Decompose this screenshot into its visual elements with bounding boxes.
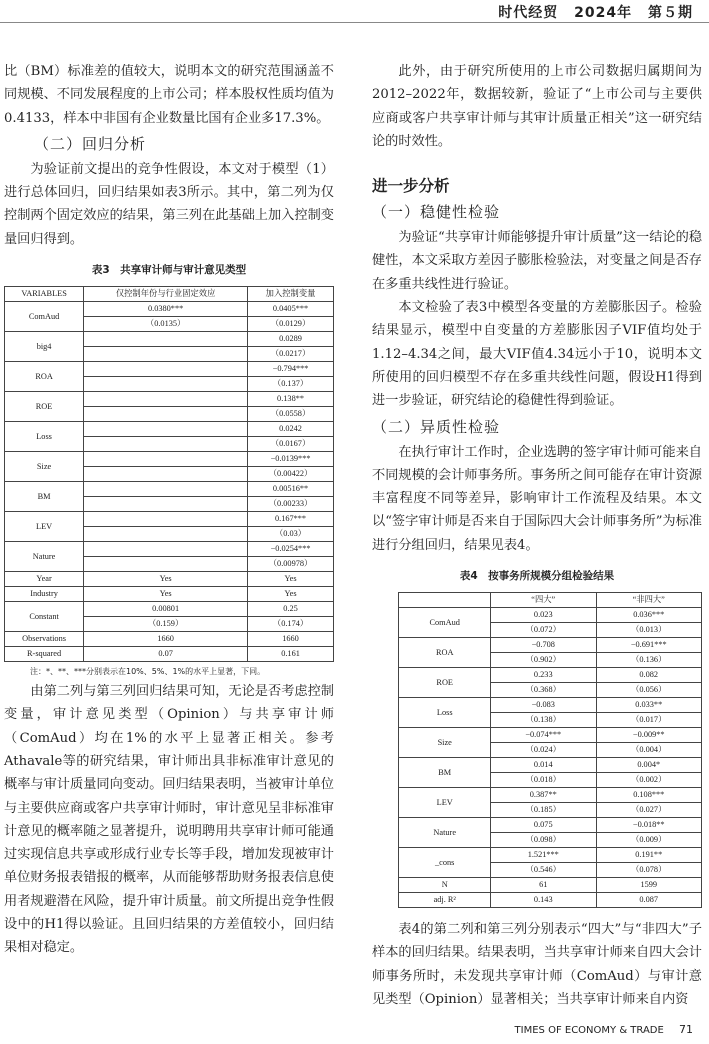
footer-journal: TIMES OF ECONOMY & TRADE — [514, 1025, 664, 1036]
table-cell: 0.191** — [596, 848, 702, 863]
right-paragraph-5: 表4的第二列和第三列分别表示“四大”与“非四大”子样本的回归结果。结果表明，当共享审计师来自四大会计师事务所时，未发现共享审计师（ComAud）与审计意见类型（Opinion）显著相关；当共享审计师来自内资 — [372, 922, 702, 1007]
table-cell: （0.024） — [491, 743, 596, 758]
table-cell — [84, 527, 248, 542]
table-cell-variable: ROE — [5, 392, 84, 422]
table-cell-variable: _cons — [399, 848, 491, 878]
table-cell: 0.108*** — [596, 788, 702, 803]
table-cell: 1660 — [84, 632, 248, 647]
table-cell: 0.387** — [491, 788, 596, 803]
table-cell: （0.902） — [491, 653, 596, 668]
table-cell: −0.018** — [596, 818, 702, 833]
table-cell: （0.159） — [84, 617, 248, 632]
table-header-cell: 加入控制变量 — [248, 287, 334, 302]
table-cell: 0.25 — [248, 602, 334, 617]
table-cell-variable: ComAud — [399, 608, 491, 638]
table-cell: （0.0217） — [248, 347, 334, 362]
right-paragraph-3: 本文检验了表3中模型各变量的方差膨胀因子。检验结果显示，模型中自变量的方差膨胀因子VIF值均处于1.12–4.34之间，最大VIF值4.34远小于10，说明本文所使用的回归模型不存在多重共线性问题，假设H1得到进一步验证，研究结论的稳健性得到验证。 — [372, 300, 702, 409]
table-row — [399, 638, 702, 653]
table-cell: （0.0558） — [248, 407, 334, 422]
table-cell-variable: BM — [5, 482, 84, 512]
table-row — [5, 602, 334, 617]
table-cell-variable: Loss — [5, 422, 84, 452]
table-cell: 0.07 — [84, 647, 248, 662]
table-cell: −0.708 — [491, 638, 596, 653]
table-cell: （0.098） — [491, 833, 596, 848]
subheading-regression: （二）回归分析 — [34, 134, 147, 153]
table-cell: （0.009） — [596, 833, 702, 848]
table-cell: （0.368） — [491, 683, 596, 698]
right-paragraph-4: 在执行审计工作时，企业选聘的签字审计师可能来自不同规模的会计师事务所。事务所之间可能存在审计资源丰富程度不同等差异，影响审计工作流程及结果。本文以“签字审计师是否来自于国际四大会计师事务所”为标准进行分组回归，结果见表4。 — [372, 444, 702, 553]
table-cell: （0.018） — [491, 773, 596, 788]
table-header-cell — [399, 593, 491, 608]
table-cell-variable: ROE — [399, 668, 491, 698]
table-cell — [84, 392, 248, 407]
right-paragraph-2: 为验证“共享审计师能够提升审计质量”这一结论的稳健性，本文采取方差因子膨胀检验法，对变量之间是否存在多重共线性进行验证。 — [372, 230, 702, 292]
table-cell — [84, 422, 248, 437]
section-title: 进一步分析 — [372, 177, 450, 196]
table-cell-variable: Observations — [5, 632, 84, 647]
table-cell — [84, 557, 248, 572]
table-cell: （0.0135） — [84, 317, 248, 332]
table-cell: −0.0139*** — [248, 452, 334, 467]
table-cell — [84, 497, 248, 512]
table-cell-variable: big4 — [5, 332, 84, 362]
table-cell-variable: BM — [399, 758, 491, 788]
table-row — [399, 818, 702, 833]
table-cell — [84, 482, 248, 497]
table-cell: （0.002） — [596, 773, 702, 788]
table-cell: 0.00516** — [248, 482, 334, 497]
table-cell: 0.0242 — [248, 422, 334, 437]
page-number: 71 — [679, 1023, 693, 1036]
table-cell: 0.00801 — [84, 602, 248, 617]
table-cell: （0.0167） — [248, 437, 334, 452]
page-footer — [515, 1023, 693, 1036]
table-row — [5, 302, 334, 317]
table-cell: （0.078） — [596, 863, 702, 878]
journal-year: 2024年 — [574, 5, 633, 21]
table-cell-variable: Industry — [5, 587, 84, 602]
table-cell-variable: Loss — [399, 698, 491, 728]
journal-issue: 第５期 — [648, 5, 693, 21]
table-cell — [84, 407, 248, 422]
table-cell-variable: Size — [399, 728, 491, 758]
table4 — [398, 592, 702, 908]
table-cell-variable: ComAud — [5, 302, 84, 332]
header-info — [488, 2, 693, 22]
left-paragraph-1: 比（BM）标准差的值较大，说明本文的研究范围涵盖不同规模、不同发展程度的上市公司；样本股权性质均值为0.4133，样本中非国有企业数量比国有企业多17.3%。 — [4, 64, 334, 126]
journal-name: 时代经贸 — [498, 5, 559, 21]
table-cell: （0.0129） — [248, 317, 334, 332]
left-paragraph-3: 由第二列与第三列回归结果可知，无论是否考虑控制变量，审计意见类型（Opinion）与共享审计师（ComAud）均在1%的水平上显著正相关。参考Athavale等的研究结果，审计师出具非标准审计意见的概率与审计质量同向变动。回归结果表明，当被审计单位与主要供应商或客户共享审计师时，审计意见呈非标准审计意见的概率随之显著提升，说明聘用共享审计师可能通过实现信息共享或形成行业专长等手段，增加发现被审计单位财务报表错报的概率，从而能够帮助财务报表信息使用者规避潜在风险，提升审计质量。前文所提出竞争性假设中的H1得以验证。且回归结果的方差值较小，回归结果相对稳定。 — [4, 684, 334, 956]
table-header-row — [399, 593, 702, 608]
table-cell-variable: Constant — [5, 602, 84, 632]
table-cell: （0.138） — [491, 713, 596, 728]
table-cell: Yes — [248, 572, 334, 587]
table-row — [399, 848, 702, 863]
table-cell — [84, 452, 248, 467]
table-cell: 0.233 — [491, 668, 596, 683]
table-cell: 0.075 — [491, 818, 596, 833]
table-cell-variable: Nature — [5, 542, 84, 572]
table-row — [5, 512, 334, 527]
table-cell-variable: Size — [5, 452, 84, 482]
right-column — [372, 60, 702, 1011]
table-note: 注：*、**、***分别表示在10%、5%、1%的水平上显著，下同。 — [30, 667, 266, 677]
table-cell: Yes — [84, 587, 248, 602]
table-row — [5, 452, 334, 467]
table-cell: −0.083 — [491, 698, 596, 713]
table-cell-variable: Year — [5, 572, 84, 587]
table-cell: （0.013） — [596, 623, 702, 638]
table-cell-variable: ROA — [5, 362, 84, 392]
table-cell: 1660 — [248, 632, 334, 647]
table-cell: 0.033** — [596, 698, 702, 713]
left-paragraph-2: 为验证前文提出的竞争性假设，本文对于模型（1）进行总体回归，回归结果如表3所示。其中，第二列为仅控制两个固定效应的结果，第三列在此基础上加入控制变量回归得到。 — [4, 161, 334, 247]
table-cell: （0.004） — [596, 743, 702, 758]
table-cell: Yes — [248, 587, 334, 602]
table-row — [399, 788, 702, 803]
table-cell: （0.00422） — [248, 467, 334, 482]
table-row — [5, 362, 334, 377]
right-paragraph-1: 此外，由于研究所使用的上市公司数据归属期间为2012–2022年，数据较新，验证了“上市公司与主要供应商或客户共享审计师与其审计质量正相关”这一研究结论的时效性。 — [372, 64, 702, 149]
table-cell: −0.794*** — [248, 362, 334, 377]
table-cell: （0.017） — [596, 713, 702, 728]
table-cell-variable: LEV — [5, 512, 84, 542]
table-cell: 0.138** — [248, 392, 334, 407]
table-cell: 0.082 — [596, 668, 702, 683]
table-cell: 0.143 — [491, 893, 596, 908]
table3 — [4, 286, 334, 662]
table-cell: （0.00233） — [248, 497, 334, 512]
table-cell: 61 — [491, 878, 596, 893]
table4-title: 表4 按事务所规模分组检验结果 — [459, 570, 615, 583]
table-cell: 0.014 — [491, 758, 596, 773]
table-row — [5, 482, 334, 497]
table-cell — [84, 362, 248, 377]
table-cell: 0.023 — [491, 608, 596, 623]
table3-title: 表3 共享审计师与审计意见类型 — [91, 264, 247, 277]
table-cell: （0.056） — [596, 683, 702, 698]
table-header-cell: “四大” — [491, 593, 596, 608]
table-cell — [84, 332, 248, 347]
table-row — [399, 698, 702, 713]
table-row — [399, 878, 702, 893]
table-row — [5, 632, 334, 647]
table-row — [399, 728, 702, 743]
table-cell: −0.691*** — [596, 638, 702, 653]
header-rule — [0, 22, 709, 23]
table-header-cell: VARIABLES — [5, 287, 84, 302]
subheading-robustness: （一）稳健性检验 — [372, 203, 501, 222]
table-cell-variable: N — [399, 878, 491, 893]
table-row — [5, 392, 334, 407]
table-row — [5, 422, 334, 437]
table-cell: 0.167*** — [248, 512, 334, 527]
table-cell: （0.137） — [248, 377, 334, 392]
table-cell: 0.0380*** — [84, 302, 248, 317]
left-column — [4, 60, 334, 960]
table-row — [5, 572, 334, 587]
table-cell — [84, 377, 248, 392]
table-cell: 0.0289 — [248, 332, 334, 347]
table-cell: （0.00978） — [248, 557, 334, 572]
table-cell: 0.0405*** — [248, 302, 334, 317]
table-row — [5, 542, 334, 557]
table-cell: （0.072） — [491, 623, 596, 638]
table-header-cell: “非四大” — [596, 593, 702, 608]
subheading-heterogeneity: （二）异质性检验 — [372, 417, 501, 436]
table-cell: 1599 — [596, 878, 702, 893]
table-row — [399, 758, 702, 773]
table-cell: （0.03） — [248, 527, 334, 542]
table-row — [399, 893, 702, 908]
table-row — [5, 332, 334, 347]
table-cell-variable: LEV — [399, 788, 491, 818]
table-row — [5, 647, 334, 662]
table-cell: 1.521*** — [491, 848, 596, 863]
table-cell: 0.036*** — [596, 608, 702, 623]
table-cell: 0.161 — [248, 647, 334, 662]
table-cell — [84, 542, 248, 557]
table-header-row — [5, 287, 334, 302]
table-cell: 0.004* — [596, 758, 702, 773]
table-cell — [84, 467, 248, 482]
table-cell: （0.027） — [596, 803, 702, 818]
table-cell — [84, 512, 248, 527]
table-cell: 0.087 — [596, 893, 702, 908]
table-cell: （0.174） — [248, 617, 334, 632]
table-row — [399, 668, 702, 683]
table-cell: （0.136） — [596, 653, 702, 668]
table-cell: （0.546） — [491, 863, 596, 878]
table-cell-variable: ROA — [399, 638, 491, 668]
table-cell: −0.074*** — [491, 728, 596, 743]
table-cell — [84, 347, 248, 362]
table-row — [399, 608, 702, 623]
table-cell: −0.009** — [596, 728, 702, 743]
table-cell-variable: adj. R² — [399, 893, 491, 908]
table-cell: （0.185） — [491, 803, 596, 818]
table-header-cell: 仅控制年份与行业固定效应 — [84, 287, 248, 302]
table-cell-variable: Nature — [399, 818, 491, 848]
table-cell: Yes — [84, 572, 248, 587]
table-cell — [84, 437, 248, 452]
table-row — [5, 587, 334, 602]
page-header — [0, 0, 709, 22]
table-cell: −0.0254*** — [248, 542, 334, 557]
table-cell-variable: R-squared — [5, 647, 84, 662]
